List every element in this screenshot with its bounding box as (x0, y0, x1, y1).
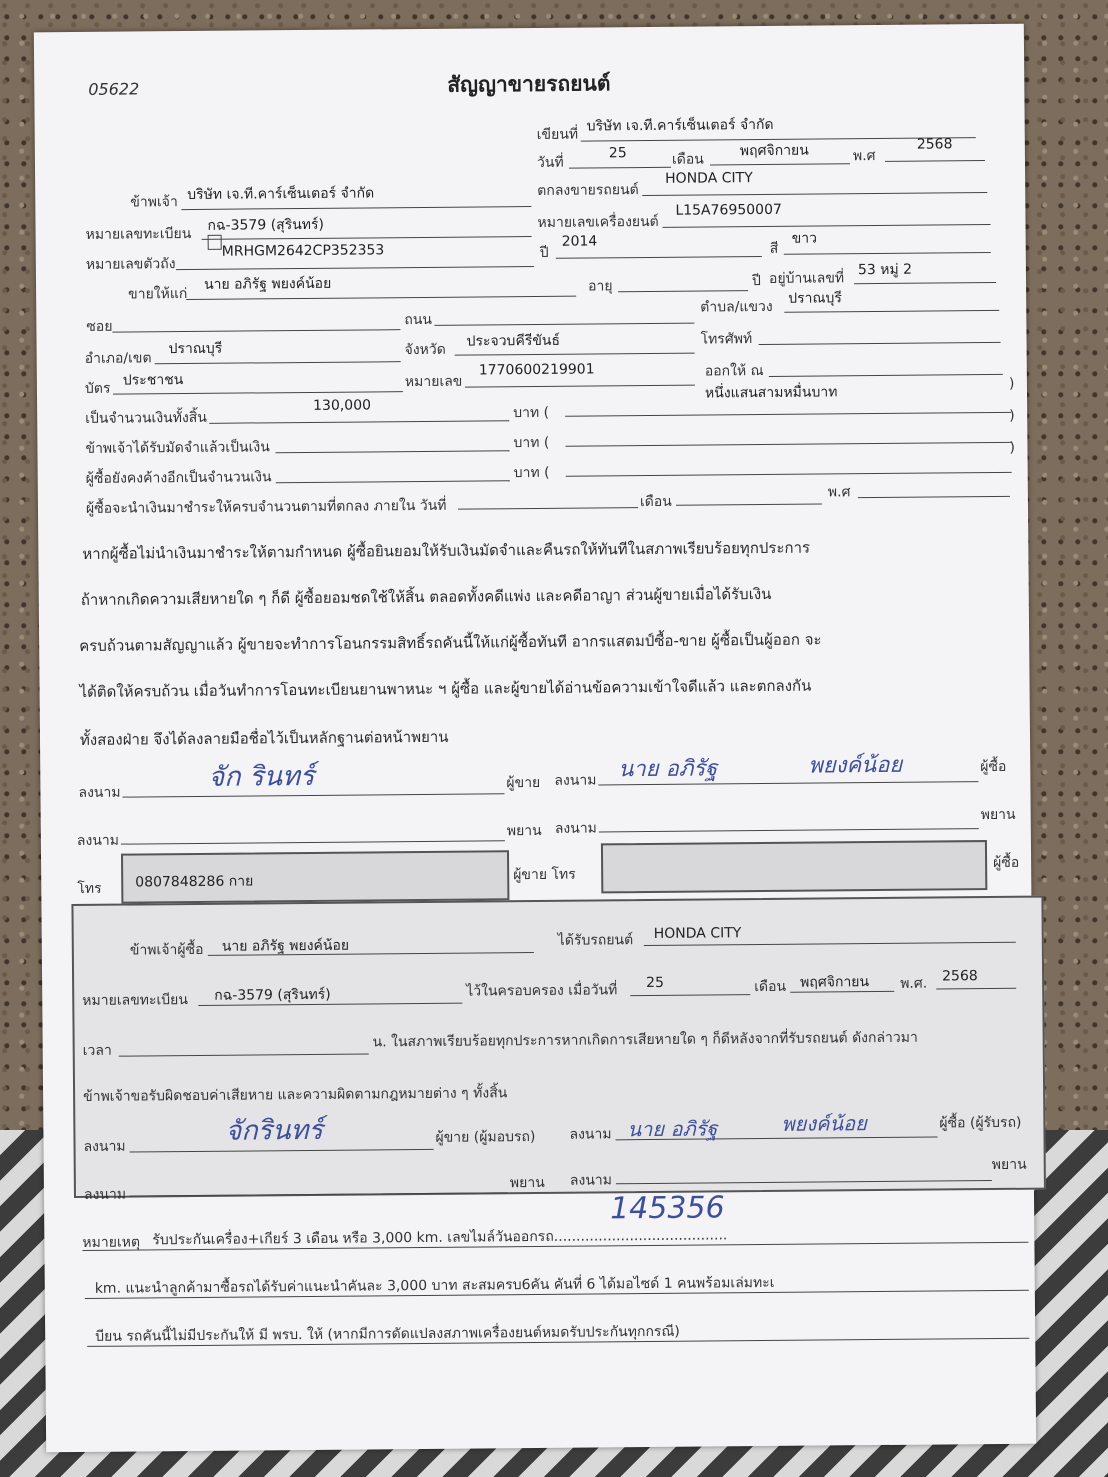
contract-document (34, 24, 1036, 1453)
remarks-line-1: รับประกันเครื่อง+เกียร์ 3 เดือน หรือ 3,000 km. เลขไมล์วันออกรถ....................................... (152, 1227, 728, 1249)
received-label: ได้รับรถยนต์ (557, 932, 634, 949)
terms-line-1: หากผู้ซื้อไม่นำเงินมาชำระให้ตามกำหนด ผู้ซื้อยินยอมให้รับเงินมัดจำและคืนรถให้ทันทีในสภาพเรียบร้อยทุกประการ (82, 538, 811, 563)
card-type-value: ประชาชน (122, 372, 184, 389)
soi-line (112, 329, 400, 333)
phone-line (759, 342, 1001, 345)
road-line (434, 323, 694, 326)
seller-phone-label: ผู้ขาย โทร (513, 866, 576, 884)
seller-name: บริษัท เจ.ที.คาร์เซ็นเตอร์ จำกัด (187, 185, 375, 204)
receipt-witness2-role-label: พยาน (991, 1156, 1027, 1174)
liability-text: ข้าพเจ้าขอรับผิดชอบค่าเสียหาย และความผิดตามกฎหมายต่าง ๆ ทั้งสิ้น (83, 1085, 508, 1105)
remaining-label: ผู้ซื้อยังคงค้างอีกเป็นจำนวนเงิน (85, 469, 272, 487)
remarks-line-2: km. แนะนำลูกค้ามาซื้อรถได้รับค่าแนะนำคันละ 3,000 บาท สะสมครบ6คัน คันที่ 6 ได้มอไซด์ 1 คนพร้อมเล่มทะเ (94, 1274, 775, 1297)
seller-deliver-label: ผู้ขาย (ผู้มอบรถ) (435, 1129, 536, 1146)
district-value: ปราณบุรี (168, 340, 223, 358)
soi-label: ซอย (86, 318, 113, 335)
written-at-label: เขียนที่ (536, 126, 579, 143)
chassis-value: MRHGM2642CP352353 (221, 242, 385, 260)
remaining-words-line (566, 472, 1012, 477)
received-model: HONDA CITY (653, 925, 742, 942)
province-line (455, 353, 695, 356)
total-label: เป็นจำนวนเงินทั้งสิ้น (85, 409, 207, 427)
month-line (710, 163, 850, 165)
terms-line-3: ครบถ้วนตามสัญญาแล้ว ผู้ขายจะทำการโอนกรรมสิทธิ์รถคันนี้ให้แก่ผู้ซื้อทันที อากรแสตมป์ซื้อ-ขาย ผู้ซื้อเป็นผู้ออก จะ (79, 630, 822, 655)
province-label: จังหวัด (404, 341, 446, 359)
possession-month-label: เดือน (754, 978, 787, 996)
seller-line (181, 206, 531, 210)
day-value: 25 (608, 145, 627, 162)
receipt-witness1-role-label: พยาน (509, 1174, 545, 1192)
year-line (885, 160, 985, 162)
card-type-line (113, 391, 403, 395)
remarks-label: หมายเหตุ (82, 1234, 141, 1251)
district-label: อำเภอ/เขต (84, 350, 152, 367)
written-at-value: บริษัท เจ.ที.คาร์เซ็นเตอร์ จำกัด (586, 116, 774, 135)
due-day-line (458, 507, 638, 510)
card-label: บัตร (84, 380, 111, 397)
possession-year: 2568 (942, 968, 978, 985)
witness2-sign-line (599, 828, 979, 832)
date-label: วันที่ (536, 154, 564, 171)
engine-value: L15A76950007 (675, 201, 782, 219)
phone-label: โทร (77, 880, 102, 897)
seller-phone-box (121, 850, 509, 903)
condition-text: น. ในสภาพเรียบร้อยทุกประการหากเกิดการเสียหายใด ๆ ก็ดีหลังจากที่รับรถยนต์ ดังกล่าวมา (372, 1029, 918, 1051)
year-value: 2568 (916, 136, 953, 153)
deposit-close-paren: ) (1009, 407, 1015, 424)
card-no-value: 1770600219901 (478, 361, 595, 379)
model-line (642, 192, 987, 196)
terms-line-2: ถ้าหากเกิดความเสียหายใด ๆ ก็ดี ผู้ซื้อยอมชดใช้ให้สิ้น ตลอดทั้งคดีแพ่ง และคดีอาญา ส่วนผู้ขายเมื่อได้รับเงิน (80, 584, 772, 609)
month-value: พฤศจิกายน (739, 142, 809, 160)
possession-day: 25 (646, 974, 665, 992)
buyer-name-line (186, 296, 576, 300)
remaining-close-paren: ) (1009, 439, 1016, 456)
color-value: ขาว (791, 230, 818, 247)
deposit-label: ข้าพเจ้าได้รับมัดจำแล้วเป็นเงิน (85, 439, 270, 457)
color-label: สี (769, 240, 779, 257)
deposit-baht-label: บาท ( (513, 434, 550, 452)
buyer-signature-first: นาย อภิรัฐ (618, 756, 718, 783)
chassis-checkbox-icon (208, 235, 222, 250)
district-line (155, 361, 401, 364)
buyer-phone-box (601, 840, 987, 893)
witness1-sign-label: ลงนาม (76, 832, 120, 850)
time-line (119, 1053, 369, 1056)
vehicle-year-line (556, 256, 762, 259)
buyer-sign-label: ลงนาม (554, 772, 597, 789)
witness1-sign-line (121, 840, 505, 844)
age-line (618, 290, 748, 292)
due-month-line (676, 503, 822, 505)
chassis-label: หมายเลขตัวถัง (85, 256, 176, 273)
seller-signature: จัก รินทร์ (208, 760, 315, 793)
total-baht-label: บาท ( (513, 404, 550, 422)
subdistrict-label: ตำบล/แขวง (700, 298, 773, 316)
remaining-baht-label: บาท ( (513, 464, 550, 482)
vehicle-year-value: 2014 (561, 233, 598, 250)
vehicle-model: HONDA CITY (665, 170, 753, 187)
chassis-line (176, 266, 534, 270)
seller-label: ข้าพเจ้า (130, 194, 178, 211)
age-label: อายุ (587, 278, 613, 295)
house-value: 53 หมู่ 2 (857, 261, 913, 279)
total-words-value: หนึ่งแสนสามหมื่นบาท (704, 384, 838, 402)
plate-label: หมายเลขทะเบียน (85, 225, 192, 243)
sell-to-label: ขายให้แก่ (128, 286, 188, 303)
time-label: เวลา (82, 1042, 112, 1059)
witness2-sign-label: ลงนาม (554, 820, 597, 837)
receipt-buyer-signature-last: พยงค์น้อย (781, 1111, 867, 1136)
total-close-paren: ) (1008, 375, 1015, 392)
house-line (854, 282, 996, 284)
subdistrict-line (784, 310, 999, 313)
document-number: 05622 (88, 79, 140, 99)
possession-day-line (630, 994, 750, 996)
total-line (209, 420, 509, 424)
seller-phone-value: 0807848286 กาย (135, 873, 254, 891)
terms-line-4: ได้ติดให้ครบถ้วน เมื่อวันทำการโอนทะเบียนยานพาหนะ ฯ ผู้ซื้อ และผู้ขายได้อ่านข้อความเข้าใจดีแล้ว และตกลงกัน (79, 676, 812, 701)
remaining-line (276, 480, 510, 483)
vehicle-year-label: ปี (539, 244, 549, 261)
receipt-witness2-line (616, 1180, 992, 1184)
receipt-witness1-sign-label: ลงนาม (83, 1186, 127, 1203)
total-value: 130,000 (313, 397, 372, 414)
possession-label: ไว้ในครอบครอง เมื่อวันที่ (466, 982, 618, 1000)
province-value: ประจวบคีรีขันธ์ (466, 332, 561, 350)
years-label: ปี (751, 273, 761, 290)
engine-label: หมายเลขเครื่องยนต์ (537, 213, 659, 231)
receipt-plate-label: หมายเลขทะเบียน (82, 992, 188, 1009)
due-month-label: เดือน (639, 493, 672, 511)
document-title: สัญญาขายรถยนต์ (447, 71, 611, 97)
receipt-seller-signature: จักรินทร์ (225, 1114, 323, 1147)
total-words-line (565, 412, 1011, 417)
card-no-line (465, 385, 695, 388)
day-line (569, 167, 671, 169)
possession-month: พฤศจิกายน (800, 974, 870, 991)
buyer-phone-role-label: ผู้ซื้อ (993, 854, 1020, 872)
buyer-receive-label: ผู้ซื้อ (ผู้รับรถ) (939, 1114, 1022, 1132)
remarks-line-3: บียน รถคันนี้ไม่มีประกันให้ มี พรบ. ให้ (หากมีการดัดแปลงสภาพเครื่องยนต์หมดรับประกันทุกกรณี) (95, 1323, 680, 1345)
possession-year-label: พ.ศ. (900, 975, 928, 992)
witness1-role-label: พยาน (506, 822, 542, 840)
mileage-handwritten: 145356 (609, 1190, 725, 1227)
receipt-buyer-signature-first: นาย อภิรัฐ (627, 1116, 718, 1142)
month-label: เดือน (671, 151, 704, 168)
vehicle-receipt-section (71, 896, 1046, 1203)
issued-at-line (769, 374, 1003, 377)
subdistrict-value: ปราณบุรี (788, 290, 842, 307)
possession-year-line (936, 988, 1016, 990)
receipt-buyer-label: ข้าพเจ้าผู้ซื้อ (129, 941, 204, 959)
receipt-buyer-name: นาย อภิรัฐ พยงค์น้อย (221, 937, 350, 955)
receipt-buyer-sign-label: ลงนาม (569, 1126, 612, 1143)
due-date-label: ผู้ซื้อจะนำเงินมาชำระให้ครบจำนวนตามที่ตกลง ภายใน วันที่ (85, 497, 447, 517)
issued-at-label: ออกให้ ณ (704, 362, 764, 380)
deposit-line (275, 450, 509, 453)
plate-line (202, 236, 532, 240)
year-label: พ.ศ (852, 148, 876, 165)
buyer-name: นาย อภิรัฐ พยงค์น้อย (203, 275, 332, 293)
road-label: ถนน (404, 311, 433, 329)
phone-label: โทรศัพท์ (700, 331, 753, 348)
engine-line (663, 224, 991, 228)
witness2-role-label: พยาน (980, 806, 1016, 824)
receipt-plate-value: กฉ-3579 (สุรินทร์) (214, 986, 331, 1004)
agree-sell-label: ตกลงขายรถยนต์ (537, 182, 639, 199)
house-label: อยู่บ้านเลขที่ (768, 270, 845, 287)
plate-value: กฉ-3579 (สุรินทร์) (207, 216, 325, 234)
due-year-label: พ.ศ (827, 484, 851, 501)
receipt-witness1-line (130, 1192, 508, 1196)
receipt-witness2-sign-label: ลงนาม (569, 1172, 613, 1189)
deposit-words-line (565, 442, 1011, 447)
buyer-role-label: ผู้ซื้อ (980, 758, 1007, 776)
received-model-line (644, 942, 1016, 946)
receipt-seller-sign-label: ลงนาม (83, 1138, 126, 1155)
card-no-label: หมายเลข (404, 373, 463, 391)
color-line (784, 252, 991, 255)
due-year-line (858, 496, 1010, 498)
terms-line-5: ทั้งสองฝ่าย จึงได้ลงลายมือชื่อไว้เป็นหลักฐานต่อหน้าพยาน (79, 727, 449, 749)
buyer-signature-last: พยงค์น้อย (808, 752, 903, 779)
seller-sign-label: ลงนาม (78, 784, 121, 801)
seller-role-label: ผู้ขาย (506, 774, 541, 792)
